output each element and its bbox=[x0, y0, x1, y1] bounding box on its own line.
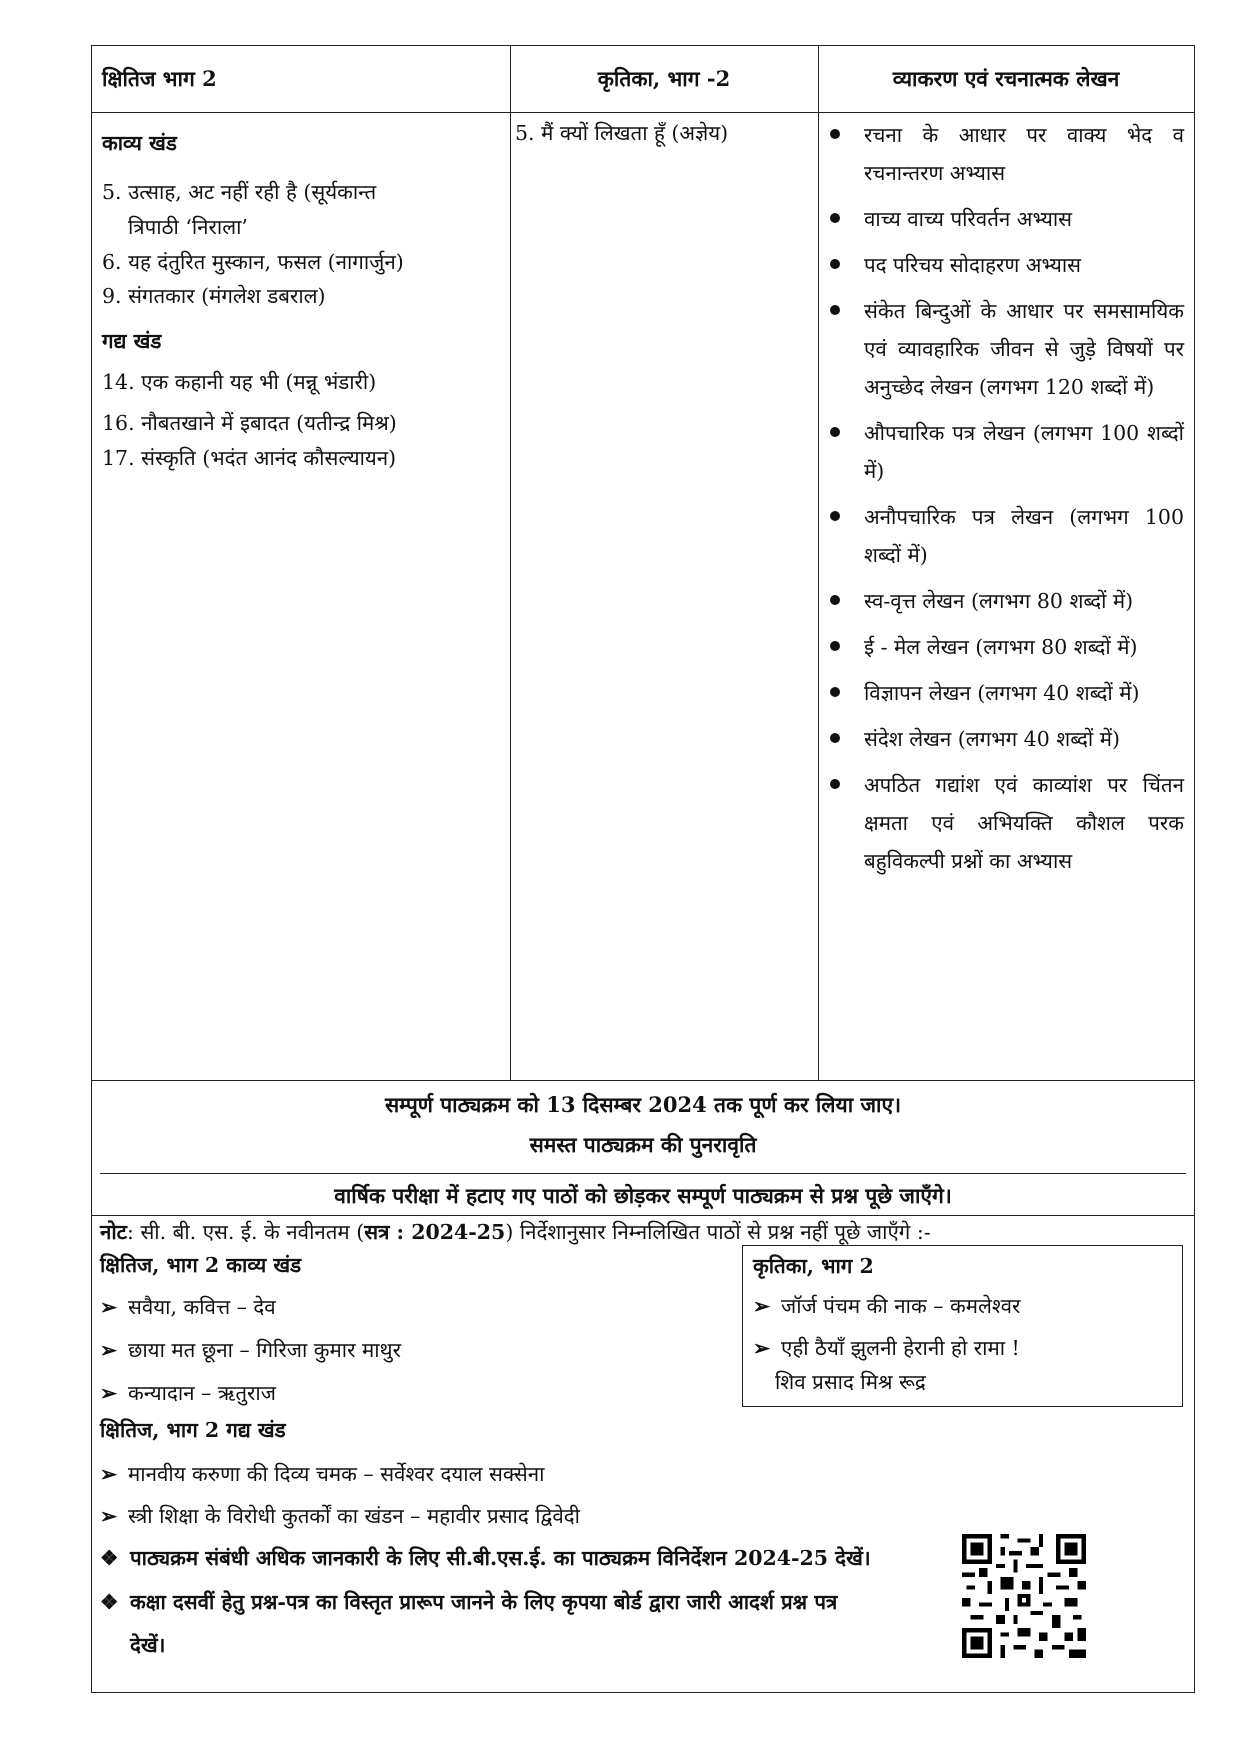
bullet-icon bbox=[830, 687, 840, 697]
exam-line: वार्षिक परीक्षा में हटाए गए पाठों को छोड़कर सम्पूर्ण पाठ्यक्रम से प्रश्न पूछे जाएँगे। bbox=[334, 1183, 952, 1208]
list-item: विज्ञापन लेखन (लगभग 40 शब्दों में) bbox=[824, 674, 1184, 712]
kshitij-column bbox=[102, 122, 492, 476]
lesson-item: 17. संस्कृति (भदंत आनंद कौसल्यायन) bbox=[102, 445, 397, 470]
deleted-poetry-title: क्षितिज, भाग 2 काव्य खंड bbox=[100, 1253, 302, 1277]
footer-point: ❖ कक्षा दसवीं हेतु प्रश्न-पत्र का विस्तृत प्रारूप जानने के लिए कृपया बोर्ड द्वारा जारी आदर्श प्रश्न पत्र bbox=[100, 1590, 838, 1614]
list-item: ➢ छाया मत छूना – गिरिजा कुमार माथुर bbox=[100, 1338, 402, 1362]
note-line: नोट: सी. बी. एस. ई. के नवीनतम (सत्र : 2024-25) निर्देशानुसार निम्नलिखित पाठों से प्रश्न नहीं पूछे जाएँगे :- bbox=[100, 1220, 931, 1244]
qr-code-icon bbox=[962, 1534, 1086, 1658]
lesson-item-cont: त्रिपाठी ‘निराला’ bbox=[128, 214, 248, 239]
bullet-icon bbox=[830, 595, 840, 605]
list-item: ➢ स्त्री शिक्षा के विरोधी कुतर्कों का खंडन – महावीर प्रसाद द्विवेदी bbox=[100, 1504, 580, 1528]
lesson-item: 5. उत्साह, अट नहीं रही है (सूर्यकान्त bbox=[102, 179, 377, 204]
grammar-column bbox=[824, 116, 1184, 888]
arrow-right-icon: ➢ bbox=[753, 1336, 771, 1360]
column-divider bbox=[510, 46, 511, 1080]
bullet-icon bbox=[830, 779, 840, 789]
list-item: संदेश लेखन (लगभग 40 शब्दों में) bbox=[824, 720, 1184, 758]
lesson-item: 6. यह दंतुरित मुस्कान, फसल (नागार्जुन) bbox=[102, 249, 404, 274]
list-item: अनौपचारिक पत्र लेखन (लगभग 100 शब्दों में) bbox=[824, 498, 1184, 574]
bullet-icon bbox=[830, 213, 840, 223]
diamond-star-icon: ❖ bbox=[100, 1590, 119, 1614]
bullet-icon bbox=[830, 305, 840, 315]
kritika-title: कृतिका, भाग 2 bbox=[753, 1254, 874, 1278]
arrow-right-icon: ➢ bbox=[100, 1504, 118, 1528]
revision-line: समस्त पाठ्यक्रम की पुनरावृति bbox=[529, 1132, 757, 1157]
list-item: संकेत बिन्दुओं के आधार पर समसामयिक एवं व्यावहारिक जीवन से जुड़े विषयों पर अनुच्छेद लेखन (लगभग 120 शब्दों में) bbox=[824, 292, 1184, 406]
column-divider bbox=[818, 46, 819, 1080]
bullet-icon bbox=[830, 427, 840, 437]
lesson-item: 16. नौबतखाने में इबादत (यतीन्द्र मिश्र) bbox=[102, 410, 397, 435]
list-item: ➢ कन्यादान – ऋतुराज bbox=[100, 1381, 276, 1405]
bullet-icon bbox=[830, 259, 840, 269]
list-item: स्व-वृत्त लेखन (लगभग 80 शब्दों में) bbox=[824, 582, 1184, 620]
kritika-deleted-box bbox=[742, 1245, 1183, 1407]
kritika-column bbox=[515, 116, 728, 151]
list-item: रचना के आधार पर वाक्य भेद व रचनान्तरण अभ्यास bbox=[824, 116, 1184, 192]
list-item: ➢ जॉर्ज पंचम की नाक – कमलेश्वर bbox=[753, 1294, 1021, 1318]
bullet-icon bbox=[830, 641, 840, 651]
list-item: ➢ सवैया, कवित्त – देव bbox=[100, 1295, 276, 1319]
header-kritika: कृतिका, भाग -2 bbox=[510, 46, 818, 113]
list-item: ई - मेल लेखन (लगभग 80 शब्दों में) bbox=[824, 628, 1184, 666]
list-item-cont: शिव प्रसाद मिश्र रूद्र bbox=[775, 1370, 926, 1394]
header-grammar: व्याकरण एवं रचनात्मक लेखन bbox=[818, 46, 1194, 113]
divider bbox=[100, 1173, 1186, 1174]
lesson-item: 14. एक कहानी यह भी (मन्नू भंडारी) bbox=[102, 370, 377, 395]
diamond-star-icon: ❖ bbox=[100, 1546, 119, 1570]
deleted-prose-title: क्षितिज, भाग 2 गद्य खंड bbox=[100, 1418, 286, 1442]
footer-point: ❖ पाठ्यक्रम संबंधी अधिक जानकारी के लिए सी.बी.एस.ई. का पाठ्यक्रम विनिर्देशन 2024-25 देखें। bbox=[100, 1546, 871, 1570]
bullet-icon bbox=[830, 129, 840, 139]
header-kshitij: क्षितिज भाग 2 bbox=[92, 46, 510, 113]
list-item: पद परिचय सोदाहरण अभ्यास bbox=[824, 246, 1184, 284]
bullet-icon bbox=[830, 733, 840, 743]
list-item: औपचारिक पत्र लेखन (लगभग 100 शब्दों में) bbox=[824, 414, 1184, 490]
arrow-right-icon: ➢ bbox=[100, 1381, 118, 1405]
completion-notice bbox=[92, 1080, 1194, 1159]
prose-section-title: गद्य खंड bbox=[102, 329, 162, 354]
list-item: अपठित गद्यांश एवं काव्यांश पर चिंतन क्षमता एवं अभियक्ति कौशल परक बहुविकल्पी प्रश्नों का अभ्यास bbox=[824, 766, 1184, 880]
completion-line: सम्पूर्ण पाठ्यक्रम को 13 दिसम्बर 2024 तक पूर्ण कर लिया जाए। bbox=[384, 1092, 902, 1117]
lesson-item: 5. मैं क्यों लिखता हूँ (अज्ञेय) bbox=[515, 121, 729, 145]
list-item: ➢ मानवीय करुणा की दिव्य चमक – सर्वेश्वर दयाल सक्सेना bbox=[100, 1462, 545, 1486]
list-item: वाच्य वाच्य परिवर्तन अभ्यास bbox=[824, 200, 1184, 238]
poetry-section-title: काव्य खंड bbox=[102, 131, 177, 155]
arrow-right-icon: ➢ bbox=[100, 1462, 118, 1486]
syllabus-table bbox=[91, 45, 1195, 1693]
lesson-item: 9. संगतकार (मंगलेश डबराल) bbox=[102, 284, 326, 309]
arrow-right-icon: ➢ bbox=[100, 1338, 118, 1362]
arrow-right-icon: ➢ bbox=[100, 1295, 118, 1319]
divider bbox=[92, 1215, 1194, 1216]
list-item: ➢ एही ठैयाँ झुलनी हेरानी हो रामा ! bbox=[753, 1336, 1020, 1360]
footer-point-cont: देखें। bbox=[130, 1633, 166, 1657]
bullet-icon bbox=[830, 511, 840, 521]
arrow-right-icon: ➢ bbox=[753, 1294, 771, 1318]
